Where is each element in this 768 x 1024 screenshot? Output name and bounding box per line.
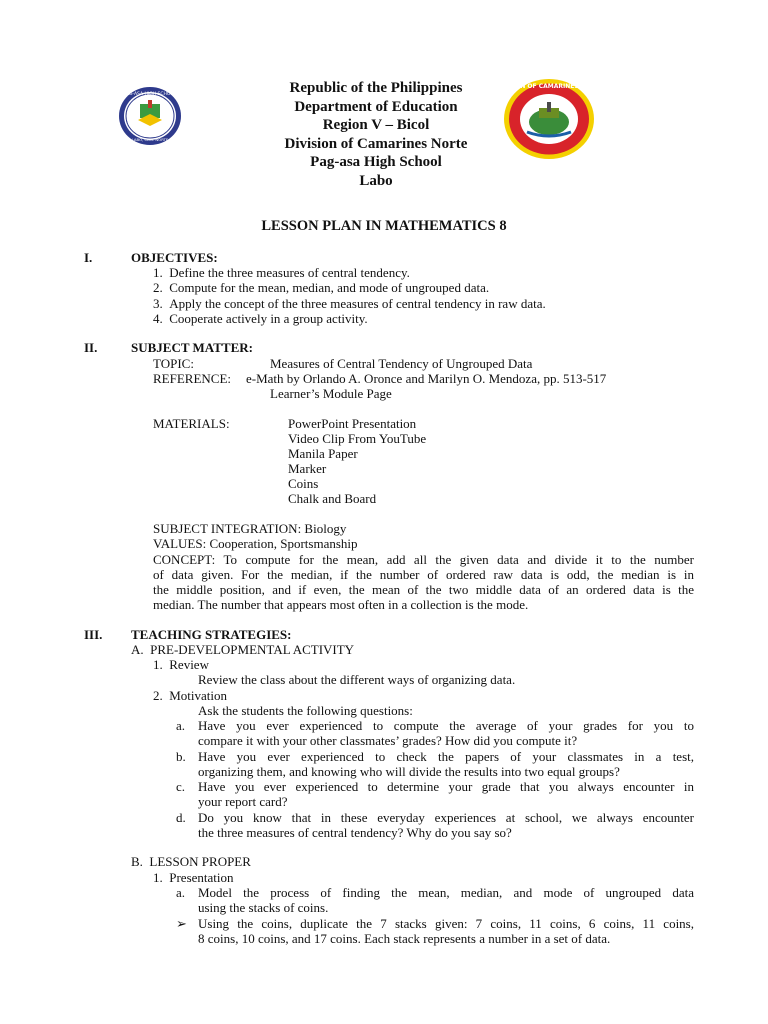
material-item: PowerPoint Presentation	[288, 416, 417, 431]
concept-line: the middle position, and if even, the mean of the two middle data of an ordered data is the	[153, 582, 694, 597]
material-item: Manila Paper	[288, 446, 358, 461]
reference-label: REFERENCE:	[153, 371, 232, 386]
subsection-lesson-proper: B. LESSON PROPER	[131, 854, 251, 869]
header-block	[200, 79, 552, 191]
question-line: Have you ever experienced to compute the average of your grades for you to	[198, 718, 694, 733]
header-line-region: Region V – Bicol	[322, 117, 430, 134]
section-number-objectives: I.	[84, 250, 93, 265]
section-number-subject-matter: II.	[84, 340, 98, 355]
left-logo-text: PAG-ASA HIGH SCHOOL	[123, 92, 177, 97]
bullet-line: Using the coins, duplicate the 7 stacks given: 7 coins, 11 coins, 6 coins, 11 coins,	[198, 916, 694, 931]
reference-value: e-Math by Orlando A. Oronce and Marilyn O. Mendoza, pp. 513-517	[246, 371, 607, 386]
pag-asa-school-seal-logo	[118, 86, 182, 146]
arrow-bullet-icon: ➢	[176, 916, 187, 931]
material-item: Coins	[288, 476, 319, 491]
question-letter: a.	[176, 718, 186, 733]
question-letter: d.	[176, 810, 186, 825]
header-line-town: Labo	[359, 172, 393, 189]
motivation-intro: Ask the students the following questions:	[198, 703, 413, 718]
objective-item: 1. Define the three measures of central tendency.	[153, 265, 410, 280]
section-heading-teaching: TEACHING STRATEGIES:	[131, 627, 292, 642]
question-line: your report card?	[198, 794, 288, 809]
material-item: Chalk and Board	[288, 491, 377, 506]
question-letter: c.	[176, 779, 186, 794]
values: VALUES: Cooperation, Sportsmanship	[153, 536, 358, 551]
topic-value: Measures of Central Tendency of Ungrouped Data	[270, 356, 533, 371]
topic-label: TOPIC:	[153, 356, 194, 371]
question-line: Have you ever experienced to determine your grade that you always encounter in	[198, 779, 694, 794]
section-number-teaching: III.	[84, 627, 103, 642]
concept-line: CONCEPT: To compute for the mean, add all the given data and divide it to the number	[153, 552, 694, 567]
question-line: compare it with your other classmates’ grades? How did you compute it?	[198, 733, 578, 748]
subject-integration: SUBJECT INTEGRATION: Biology	[153, 521, 347, 536]
materials-label: MATERIALS:	[153, 416, 230, 431]
presentation-letter: a.	[176, 885, 186, 900]
header-line-republic: Republic of the Philippines	[289, 80, 463, 96]
question-line: Do you know that in these everyday experiences at school, we always encounter	[198, 810, 694, 825]
question-line: the three measures of central tendency? Why do you say so?	[198, 825, 512, 840]
header-line-division: Division of Camarines Norte	[284, 135, 468, 152]
presentation-label: 1. Presentation	[153, 870, 234, 885]
material-item: Marker	[288, 461, 327, 476]
motivation-label: 2. Motivation	[153, 688, 228, 703]
concept-line: median. The number that appears most often in a collection is the mode.	[153, 597, 529, 612]
section-heading-subject-matter: SUBJECT MATTER:	[131, 340, 253, 355]
right-logo-text: DIVISION OF CAMARINES NORTE	[494, 83, 604, 90]
objective-item: 4. Cooperate actively in a group activity.	[153, 311, 368, 326]
objective-item: 3. Apply the concept of the three measures of central tendency in raw data.	[153, 296, 546, 311]
section-heading-objectives: OBJECTIVES:	[131, 250, 218, 265]
bullet-line: 8 coins, 10 coins, and 17 coins. Each stack represents a number in a set of data.	[198, 931, 611, 946]
subsection-pre-developmental: A. PRE-DEVELOPMENTAL ACTIVITY	[131, 642, 355, 657]
material-item: Video Clip From YouTube	[288, 431, 427, 446]
document-title: LESSON PLAN IN MATHEMATICS 8	[261, 218, 507, 234]
concept-line: of data given. For the median, if the number of ordered raw data is odd, the median is in	[153, 567, 694, 582]
presentation-line: using the stacks of coins.	[198, 900, 329, 915]
reference-value-2: Learner’s Module Page	[270, 386, 392, 401]
question-line: organizing them, and knowing who will divide the results into two equal groups?	[198, 764, 620, 779]
question-line: Have you ever experienced to check the papers of your classmates in a test,	[198, 749, 694, 764]
question-letter: b.	[176, 749, 186, 764]
left-logo-subtext: LABO, CAM. NORTE	[131, 137, 169, 142]
header-line-school: Pag-asa High School	[310, 154, 442, 171]
presentation-line: Model the process of finding the mean, median, and mode of ungrouped data	[198, 885, 694, 900]
objective-item: 2. Compute for the mean, median, and mode of ungrouped data.	[153, 280, 490, 295]
header-line-department: Department of Education	[294, 98, 458, 115]
review-text: Review the class about the different ways of organizing data.	[198, 672, 516, 687]
review-label: 1. Review	[153, 657, 209, 672]
